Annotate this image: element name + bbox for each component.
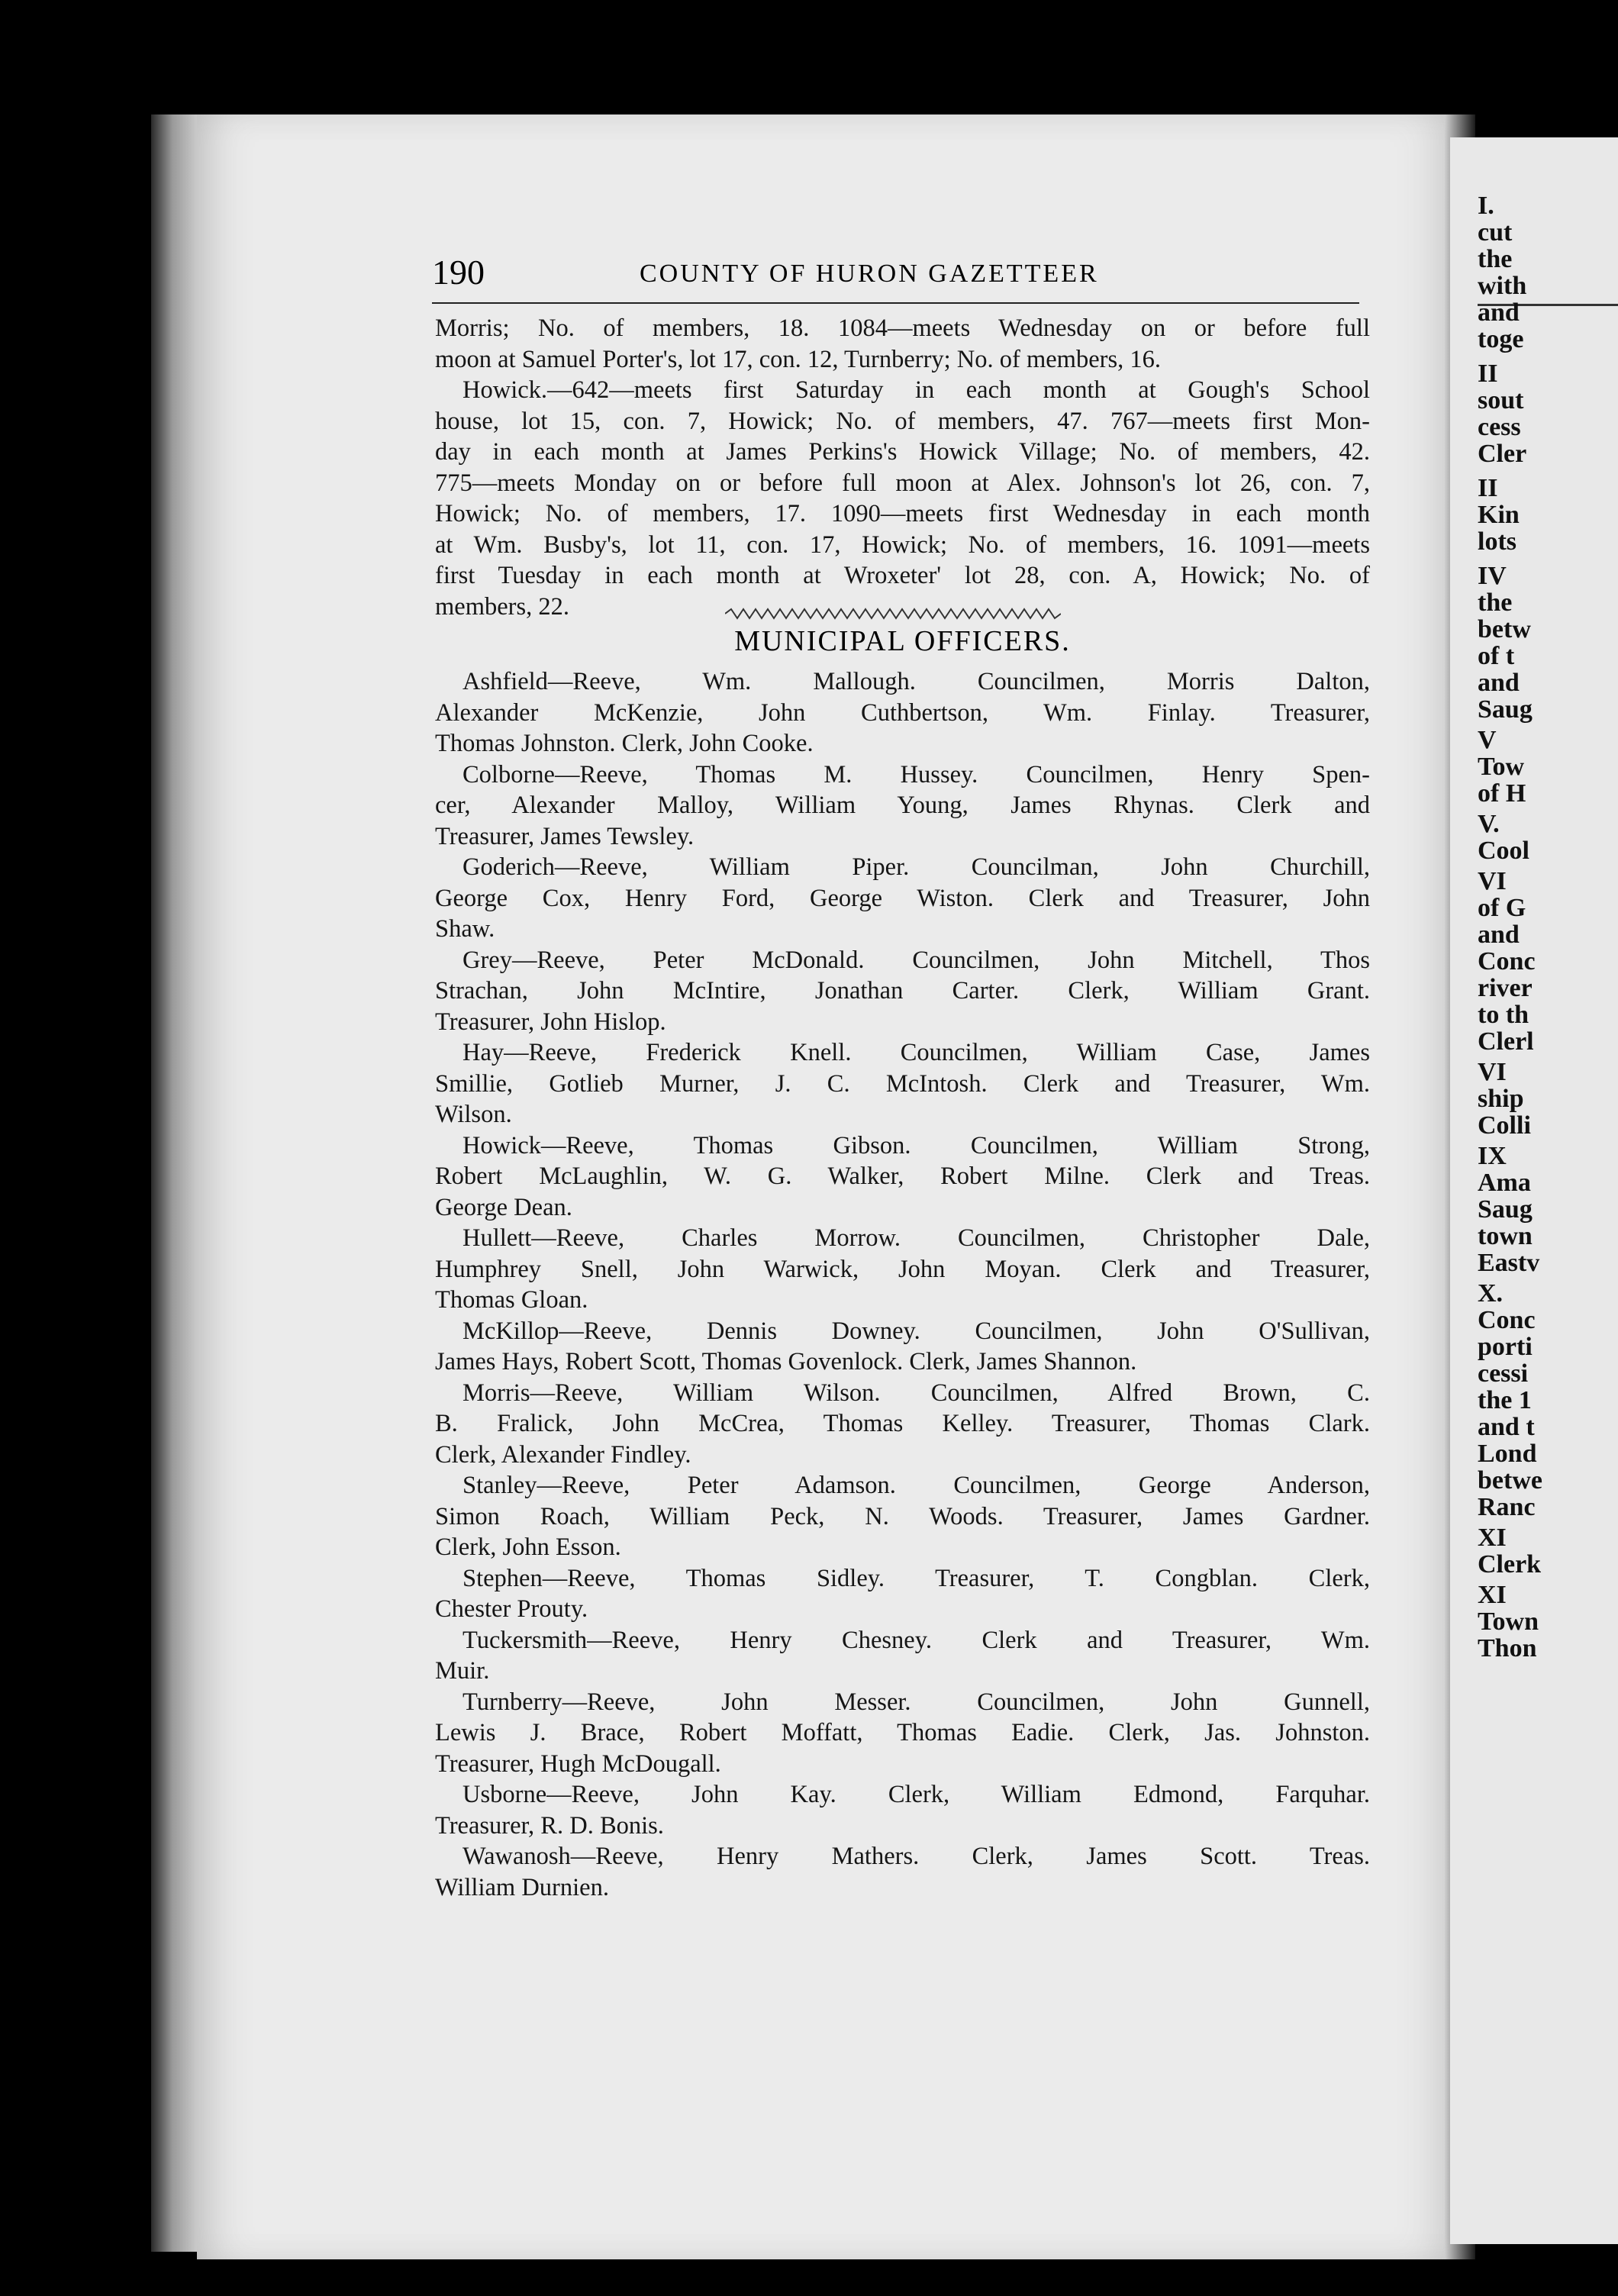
lodge-line: Morris; No. of members, 18. 1084—meets Wednesday on or before full [435, 314, 1370, 342]
officers-line: Treasurer, John Hislop. [435, 1008, 666, 1036]
adjacent-page-fragment: cut [1478, 218, 1513, 247]
adjacent-page-fragment: Clerk [1478, 1550, 1542, 1578]
adjacent-page-fragment: Town [1478, 1608, 1539, 1636]
officers-line: Smillie, Gotlieb Murner, J. C. McIntosh. Clerk and Treasurer, Wm. [435, 1069, 1370, 1098]
adjacent-page-fragment: XI [1478, 1524, 1507, 1552]
adjacent-page-fragment: cessi [1478, 1359, 1529, 1388]
adjacent-page-fragment: the [1478, 589, 1513, 617]
lodge-line: day in each month at James Perkins's Howick Village; No. of members, 42. [435, 438, 1370, 466]
adjacent-page-fragment: VI [1478, 867, 1507, 895]
township-entry-start: Ashfield—Reeve, Wm. Mallough. Councilmen, Morris Dalton, [463, 668, 1370, 695]
officers-line: B. Fralick, John McCrea, Thomas Kelley. Treasurer, Thomas Clark. [435, 1410, 1370, 1437]
officers-line: Treasurer, Hugh McDougall. [435, 1749, 721, 1778]
adjacent-page-fragment: Cool [1478, 837, 1529, 865]
adjacent-page-fragment: porti [1478, 1333, 1533, 1361]
township-entry-start: Morris—Reeve, William Wilson. Councilmen, Alfred Brown, C. [463, 1379, 1370, 1407]
officers-line: Treasurer, R. D. Bonis. [435, 1811, 664, 1840]
adjacent-page-fragment: sout [1478, 386, 1524, 414]
adjacent-page-fragment: toge [1478, 325, 1524, 353]
township-entry-start: Stanley—Reeve, Peter Adamson. Councilmen, George Anderson, [463, 1472, 1370, 1499]
officers-line: cer, Alexander Malloy, William Young, James Rhynas. Clerk and [435, 792, 1370, 819]
adjacent-page-fragment: of G [1478, 894, 1526, 922]
adjacent-page-fragment: of H [1478, 779, 1526, 808]
adjacent-page-fragment: Thon [1478, 1634, 1537, 1662]
adjacent-page-fragment: Saug [1478, 695, 1533, 724]
township-entry-start: Grey—Reeve, Peter McDonald. Councilmen, John Mitchell, Thos [463, 946, 1370, 974]
section-heading: MUNICIPAL OFFICERS. [734, 625, 1071, 657]
lodge-paragraph [435, 313, 1370, 622]
township-entry-start: Tuckersmith—Reeve, Henry Chesney. Clerk and Treasurer, Wm. [463, 1626, 1370, 1654]
adjacent-page-fragment: ship [1478, 1085, 1524, 1113]
adjacent-page-fragment: VI [1478, 1058, 1507, 1086]
officers-line: Muir. [435, 1657, 490, 1685]
township-entry-start: Stephen—Reeve, Thomas Sidley. Treasurer, T. Congblan. Clerk, [463, 1564, 1370, 1592]
adjacent-page-fragment: X. [1478, 1279, 1504, 1308]
adjacent-page-fragment: II [1478, 360, 1498, 388]
adjacent-page-fragment: river [1478, 974, 1533, 1002]
township-entry-start: Usborne—Reeve, John Kay. Clerk, William Edmond, Farquhar. [463, 1781, 1370, 1808]
township-entry-start: Howick—Reeve, Thomas Gibson. Councilmen, William Strong, [463, 1131, 1370, 1159]
adjacent-page-fragment: V. [1478, 810, 1500, 838]
lodge-line: Howick.—642—meets first Saturday in each month at Gough's School [463, 376, 1370, 404]
adjacent-page-fragment: Conc [1478, 1306, 1536, 1334]
adjacent-page-fragment: and t [1478, 1413, 1535, 1441]
adjacent-page-fragment: and [1478, 298, 1520, 327]
header-rule [432, 302, 1359, 304]
officers-line: Treasurer, James Tewsley. [435, 822, 695, 850]
officers-line: Clerk, Alexander Findley. [435, 1440, 691, 1469]
township-entry-start: Wawanosh—Reeve, Henry Mathers. Clerk, James Scott. Treas. [463, 1843, 1370, 1870]
page-number: 190 [432, 253, 485, 292]
lodge-line: house, lot 15, con. 7, Howick; No. of members, 47. 767—meets first Mon- [435, 407, 1370, 435]
adjacent-page-fragment: lots [1478, 527, 1516, 556]
officers-line: Shaw. [435, 915, 495, 943]
adjacent-page-fragment: of t [1478, 642, 1515, 670]
township-entry-start: McKillop—Reeve, Dennis Downey. Councilmen, John O'Sullivan, [463, 1317, 1370, 1345]
adjacent-page-fragment: Saug [1478, 1195, 1533, 1224]
adjacent-page-fragment: to th [1478, 1001, 1529, 1029]
adjacent-page-fragment: Clerl [1478, 1027, 1534, 1056]
adjacent-page-fragment: betwe [1478, 1466, 1542, 1495]
township-entry-start: Colborne—Reeve, Thomas M. Hussey. Councilmen, Henry Spen- [463, 760, 1370, 788]
municipal-officers-list [435, 666, 1370, 1903]
ornamental-rule [725, 607, 1061, 621]
officers-line: James Hays, Robert Scott, Thomas Govenlock. Clerk, James Shannon. [435, 1348, 1137, 1375]
adjacent-page-fragment: and [1478, 921, 1520, 949]
adjacent-page-fragment: the 1 [1478, 1386, 1532, 1414]
adjacent-page-fragment: II [1478, 474, 1498, 502]
adjacent-page-fragment: Conc [1478, 947, 1536, 975]
lodge-line: 775—meets Monday on or before full moon at Alex. Johnson's lot 26, con. 7, [435, 469, 1370, 497]
township-entry-start: Hullett—Reeve, Charles Morrow. Councilmen, Christopher Dale, [463, 1224, 1370, 1252]
officers-line: Chester Prouty. [435, 1595, 588, 1623]
officers-line: George Dean. [435, 1193, 572, 1221]
running-header [432, 252, 1367, 298]
adjacent-page-fragment: IV [1478, 562, 1507, 590]
officers-line: Thomas Johnston. Clerk, John Cooke. [435, 730, 814, 757]
adjacent-page-fragment: Cler [1478, 440, 1527, 468]
adjacent-page [1450, 137, 1618, 2244]
header-title: COUNTY OF HURON GAZETTEER [640, 260, 1099, 288]
township-entry-start: Turnberry—Reeve, John Messer. Councilmen, John Gunnell, [463, 1688, 1370, 1716]
township-entry-start: Goderich—Reeve, William Piper. Councilman, John Churchill, [463, 853, 1370, 881]
officers-line: Humphrey Snell, John Warwick, John Moyan. Clerk and Treasurer, [435, 1255, 1370, 1283]
adjacent-page-fragment: Ama [1478, 1169, 1531, 1197]
officers-line: George Cox, Henry Ford, George Wiston. Clerk and Treasurer, John [435, 884, 1370, 912]
adjacent-page-fragment: with [1478, 272, 1527, 300]
adjacent-page-fragment: Kin [1478, 501, 1520, 529]
adjacent-page-fragment: cess [1478, 413, 1521, 441]
officers-line: Clerk, John Esson. [435, 1533, 621, 1561]
adjacent-page-fragment: town [1478, 1222, 1533, 1250]
lodge-line: moon at Samuel Porter's, lot 17, con. 12, Turnberry; No. of members, 16. [435, 345, 1161, 373]
adjacent-page-fragment: Tow [1478, 753, 1525, 781]
adjacent-page-fragment: and [1478, 669, 1520, 697]
adjacent-page-fragment: Ranc [1478, 1493, 1536, 1521]
adjacent-page-fragment: Colli [1478, 1111, 1531, 1140]
adjacent-page-fragment: Eastv [1478, 1249, 1540, 1277]
adjacent-page-fragment: IX [1478, 1142, 1507, 1170]
officers-line: Thomas Gloan. [435, 1286, 588, 1314]
lodge-line: members, 22. [435, 592, 570, 621]
adjacent-page-fragment: I. [1478, 192, 1494, 220]
officers-line: Robert McLaughlin, W. G. Walker, Robert Milne. Clerk and Treas. [435, 1163, 1370, 1190]
officers-line: Lewis J. Brace, Robert Moffatt, Thomas Eadie. Clerk, Jas. Johnston. [435, 1719, 1370, 1746]
officers-line: Alexander McKenzie, John Cuthbertson, Wm. Finlay. Treasurer, [435, 698, 1370, 727]
adjacent-page-fragment: the [1478, 245, 1513, 273]
lodge-line: at Wm. Busby's, lot 11, con. 17, Howick; No. of members, 16. 1091—meets [435, 530, 1370, 559]
adjacent-page-fragment: betw [1478, 615, 1531, 643]
adjacent-page-fragment: V [1478, 726, 1497, 754]
adjacent-page-fragment: XI [1478, 1581, 1507, 1609]
lodge-line: Howick; No. of members, 17. 1090—meets first Wednesday in each month [435, 500, 1370, 527]
officers-line: Simon Roach, William Peck, N. Woods. Treasurer, James Gardner. [435, 1502, 1370, 1530]
adjacent-page-fragment: Lond [1478, 1440, 1537, 1468]
officers-line: Strachan, John McIntire, Jonathan Carter. Clerk, William Grant. [435, 977, 1370, 1004]
township-entry-start: Hay—Reeve, Frederick Knell. Councilmen, William Case, James [463, 1039, 1370, 1066]
lodge-line: first Tuesday in each month at Wroxeter' lot 28, con. A, Howick; No. of [435, 562, 1370, 589]
officers-line: Wilson. [435, 1101, 512, 1128]
officers-line: William Durnien. [435, 1873, 609, 1901]
